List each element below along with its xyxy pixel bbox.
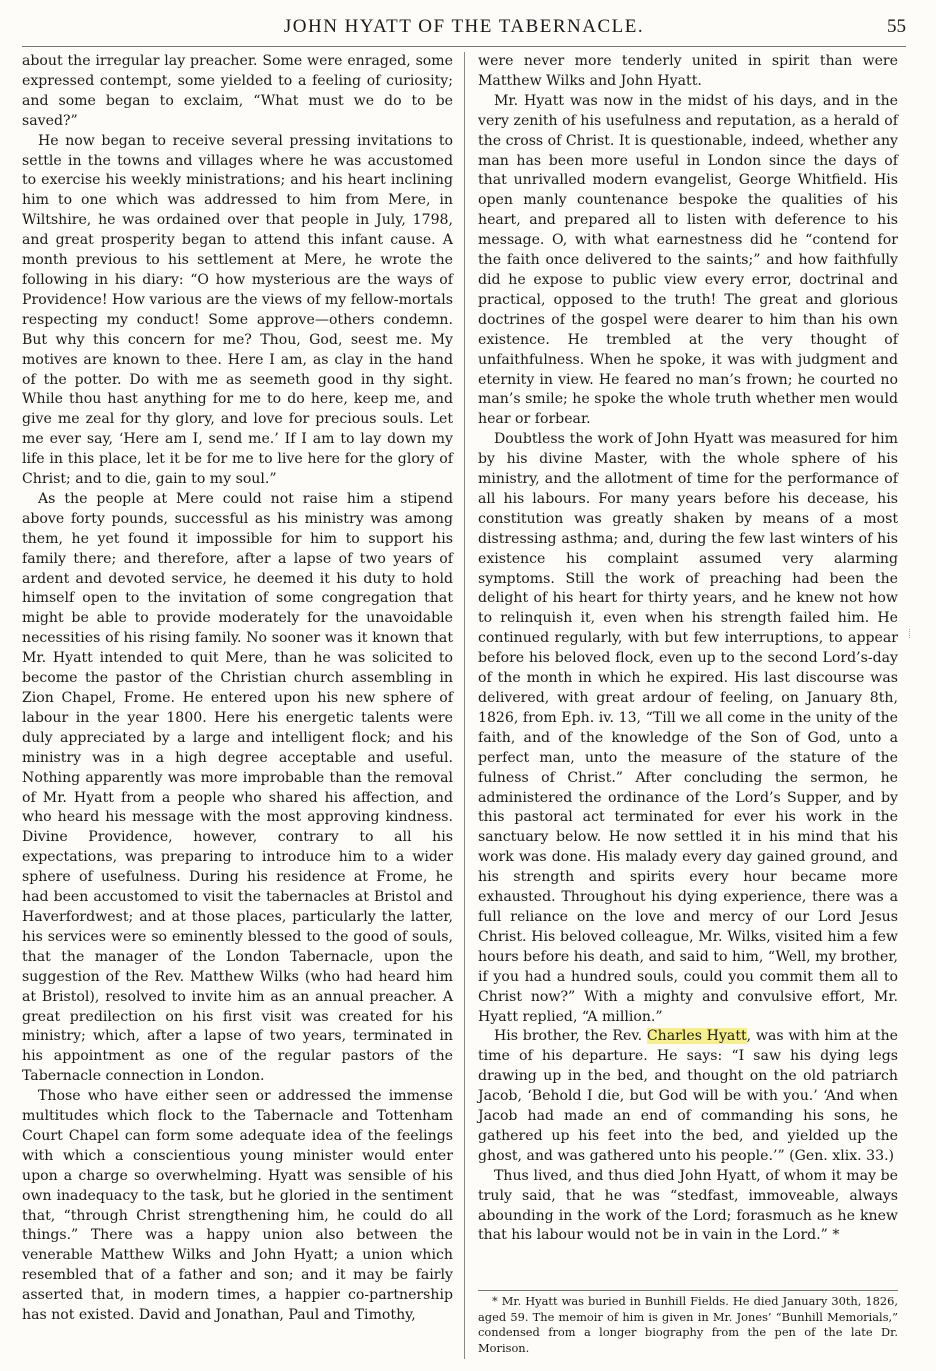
- page-header: [22, 14, 906, 47]
- highlighted-name: Charles Hyatt: [646, 1028, 747, 1045]
- right-paragraph-3: Doubtless the work of John Hyatt was measured for him by his divine Master, with the whole sphere of his ministry, and the allotment of time for the performance of all his labours. For many years before his decease, his constitution was greatly shaken by means of a most distressing asthma; and, during the few last winters of his existence his complaint assumed very alarming symptoms. Still the work of preaching had been the delight of his heart for thirty years, and he knew not how to relinquish it, even when his strength failed him. He continued regularly, with but few interruptions, to appear before his beloved flock, even up to the second Lord’s-day of the month in which he expired. His last discourse was delivered, with great ardour of feeling, on January 8th, 1826, from Eph. iv. 13, “Till we all come in the unity of the faith, and of the knowledge of the Son of God, unto a perfect man, unto the measure of the stature of the fulness of Christ.” After concluding the sermon, he administered the ordinance of the Lord’s Supper, and by this pastoral act terminated for ever his work in the sanctuary below. He now settled it in his mind that his work was done. His malady every day gained ground, and his strength and spirits every hour became more exhausted. Throughout his dying experience, there was a full reliance on the love and mercy of our Lord Jesus Christ. His beloved colleague, Mr. Wilks, visited him a few hours before his death, and said to him, “Well, my brother, if you had a hundred souls, could you commit them all to Christ now?” With a mighty and convulsive effort, Mr. Hyatt replied, “A million.”: [478, 431, 898, 1025]
- left-paragraph-3: As the people at Mere could not raise him a stipend above forty pounds, successful as his ministry was among them, he yet found it impossible for him to support his family there; and therefore, after a lapse of two years of ardent and devoted service, he deemed it his duty to hold himself open to the invitation of some congregation that might be able to provide moderately for the unavoidable necessities of his rising family. No sooner was it known that Mr. Hyatt intended to quit Mere, than he was solicited to become the pastor of the Christian church assembling in Zion Chapel, Frome. He entered upon his new sphere of labour in the year 1800. Here his energetic talents were duly appreciated by a large and intelligent flock; and his ministry was in a high degree acceptable and useful. Nothing apparently was more improbable than the removal of Mr. Hyatt from a people who shared his affection, and who heard his message with the most approving kindness. Divine Providence, however, contrary to all his expectations, was preparing to introduce him to a wider sphere of usefulness. During his residence at Frome, he had been accustomed to visit the tabernacles at Bristol and Haverfordwest; and at those places, particularly the latter, his services were so eminently blessed to the good of souls, that the manager of the London Tabernacle, upon the suggestion of the Rev. Matthew Wilks (who had heard him at Bristol), resolved to invite him as an annual preacher. A great predilection on his first visit was created for his ministry; which, after a lapse of two years, terminated in his appointment as one of the regular pastors of the Tabernacle connection in London.: [22, 490, 453, 1085]
- paragraph-4-lead-text: His brother, the Rev.: [494, 1028, 647, 1045]
- left-paragraph-4: Those who have either seen or addressed the immense multitudes which flock to the Tabernacle and Tottenham Court Chapel can form some adequate idea of the feelings with which a conscientious young minister would enter upon a charge so overwhelming. Hyatt was sensible of his own inadequacy to the task, but he gloried in the sentiment that, “through Christ strengthening him, he could do all things.” There was a happy union also between the venerable Matthew Wilks and John Hyatt; a union which resembled that of a father and son; and it may be fairly asserted that, in modern times, a happier co-partnership has not existed. David and Jonathan, Paul and Timothy,: [22, 1088, 453, 1324]
- footnote-divider: [478, 1290, 898, 1291]
- paragraph-4-rest-text: , was with him at the time of his departure. He says: “I saw his dying legs drawing up in the bed, and thought on the old patriarch Jacob, ‘Behold I die, but God will be with you.’ ‘And when Jacob had made an end of commanding his sons, he gathered up his feet into the bed, and yielded up the ghost, and was gathered unto his people.’” (Gen. xlix. 33.): [478, 1028, 899, 1164]
- page-number: 55: [887, 16, 906, 37]
- margin-mark: [909, 629, 913, 638]
- right-paragraph-2: Mr. Hyatt was now in the midst of his days, and in the very zenith of his usefulness and reputation, as a herald of the cross of Christ. It is questionable, indeed, whether any man has been more useful in London since the days of that unrivalled modern evangelist, George Whitfield. His open manly countenance bespoke the qualities of his heart, and prepared all to listen with deference to his message. O, with what earnestness did he “contend for the faith once delivered to the saints;” and how faithfully did he expose to public view every error, doctrinal and practical, opposed to the truth! The great and glorious doctrines of the gospel were dearer to him than his own existence. He trembled at the very thought of unfaithfulness. When he spoke, it was with judgment and eternity in view. He feared no man’s frown; he courted no man’s smile; he spoke the whole truth whether men would hear or forbear.: [478, 92, 898, 428]
- right-paragraph-5: Thus lived, and thus died John Hyatt, of whom it may be truly said, that he was “stedfast, immoveable, always abounding in the work of the Lord; forasmuch as he knew that his labour would not be in vain in the Lord.” *: [478, 1167, 898, 1244]
- running-head: JOHN HYATT OF THE TABERNACLE.: [283, 16, 645, 37]
- left-column: [22, 52, 453, 1326]
- footnote: * Mr. Hyatt was buried in Bunhill Fields. He died January 30th, 1826, aged 59. The memoir of him is given in Mr. Jones’ “Bunhill Memorials,” condensed from a longer biography from the pen of the late Dr. Morison.: [478, 1294, 898, 1355]
- right-paragraph-1: were never more tenderly united in spirit than were Matthew Wilks and John Hyatt.: [478, 53, 898, 89]
- right-column: [478, 52, 898, 1246]
- left-paragraph-1: about the irregular lay preacher. Some were enraged, some expressed contempt, some yielded to a feeling of curiosity; and some began to exclaim, “What must we do to be saved?”: [22, 53, 453, 129]
- column-divider: [464, 52, 465, 1359]
- left-paragraph-2: He now began to receive several pressing invitations to settle in the towns and villages where he was accustomed to exercise his weekly ministrations; and his heart inclining him to one which was addressed to him from Mere, in Wiltshire, he was ordained over that people in July, 1798, and great prosperity began to attend this infant cause. A month previous to his settlement at Mere, he wrote the following in his diary: “O how mysterious are the ways of Providence! How various are the views of my fellow-mortals respecting my conduct! Some approve—others condemn. But why this concern for me? Thou, God, seest me. My motives are known to thee. Here I am, as clay in the hand of the potter. Do with me as seemeth good in thy sight. While thou hast anything for me to do here, keep me, and give me zeal for thy glory, and love for precious souls. Let me ever say, ‘Here am I, send me.’ If I am to lay down my life in this place, let it be for me to live here for the glory of Christ; and to die, gain to my soul.”: [22, 132, 453, 488]
- right-paragraph-4: [478, 1027, 898, 1166]
